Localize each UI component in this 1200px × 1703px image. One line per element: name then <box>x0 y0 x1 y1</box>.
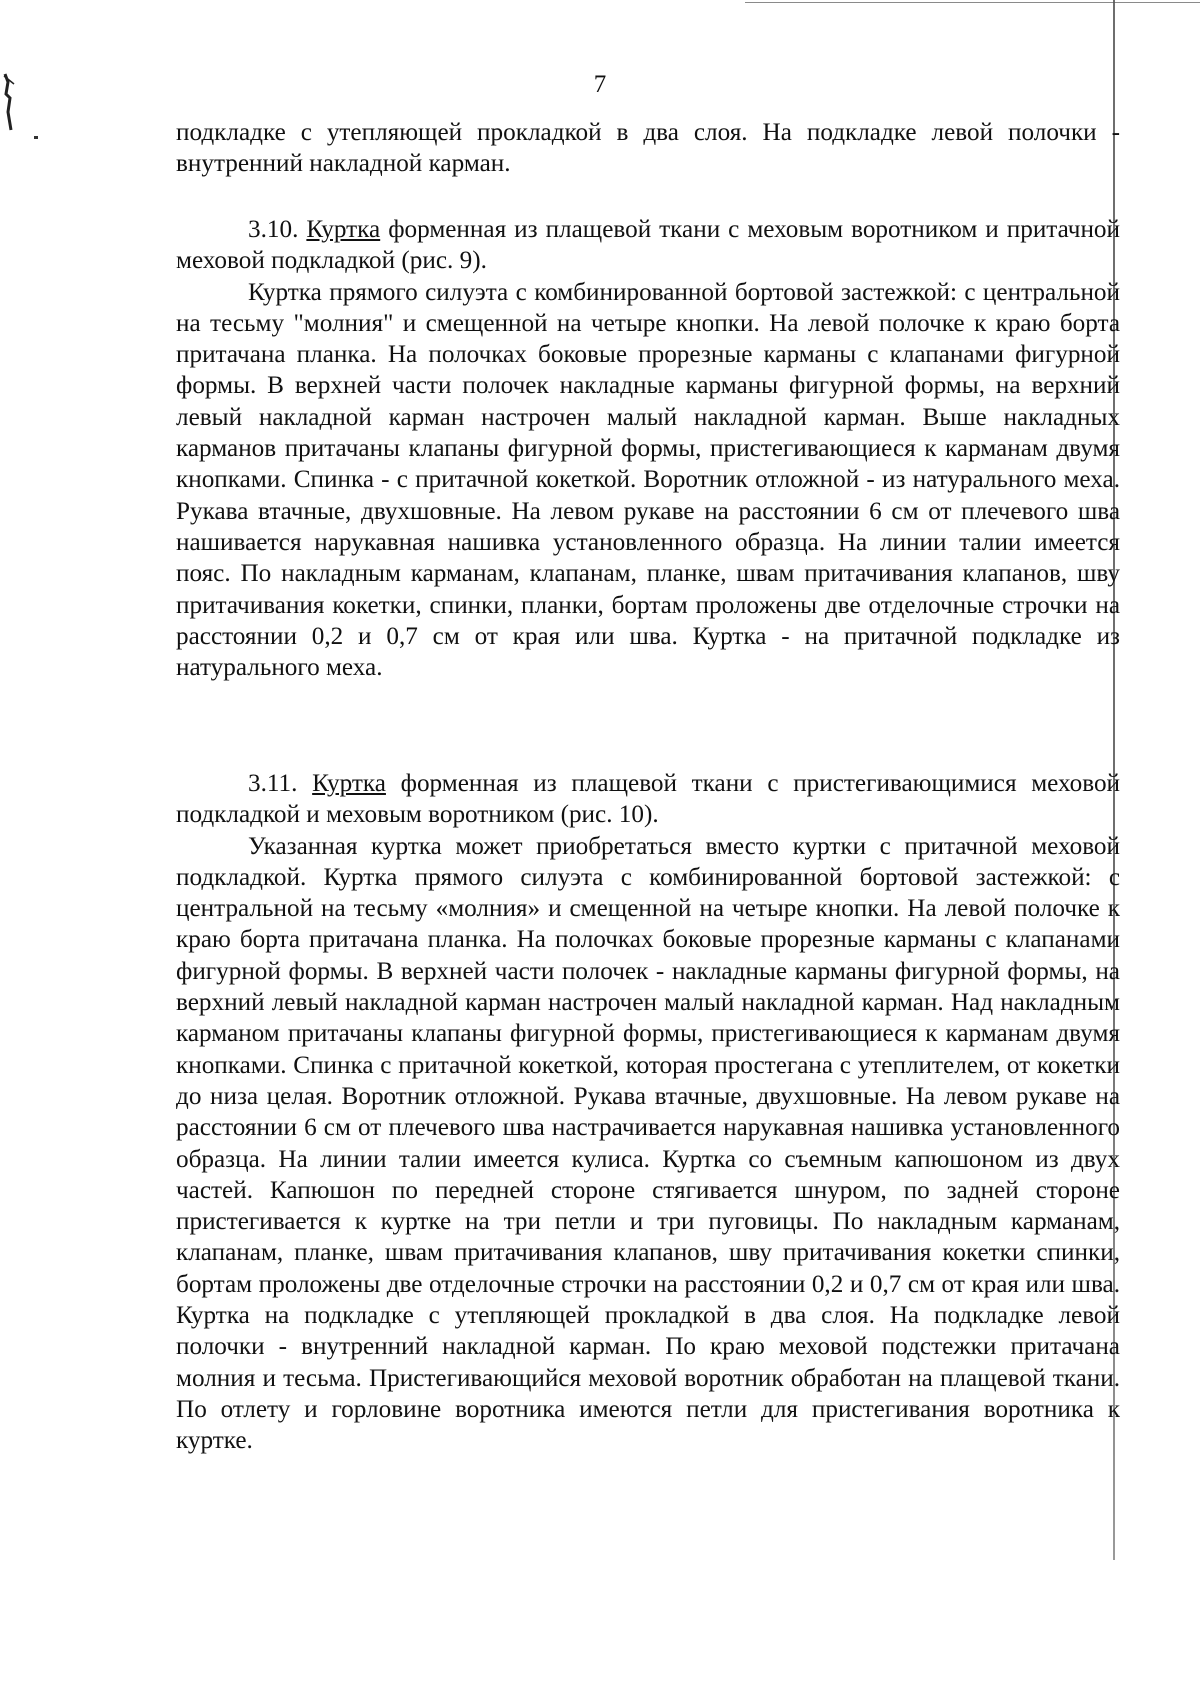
section-3-10-heading <box>176 214 1120 277</box>
section-3-10-heading-rest: форменная из плащевой ткани с меховым воротником и притачной меховой подкладкой (рис. 9). <box>176 216 1120 275</box>
section-3-10-body: Куртка прямого силуэта с комбинированной бортовой застежкой: с центральной на тесьму "молния" и смещенной на четыре кнопки. На левой полочке к краю борта притачана планка. На полочках боковые прорезные карманы с клапанами фигурной формы. В верхней части полочек накладные карманы фигурной формы, на верхний левый накладной карман настрочен малый накладной карман. Выше накладных карманов притачаны клапаны фигурной формы, пристегивающиеся к карманам двумя кнопками. Спинка - с притачной кокеткой. Воротник отложной - из натурального меха. Рукава втачные, двухшовные. На левом рукаве на расстоянии 6 см от плечевого шва нашивается нарукавная нашивка установленного образца. На линии талии имеется пояс. По накладным карманам, клапанам, планке, швам притачивания клапанов, шву притачивания кокетки, спинки, планки, бортам проложены две отделочные строчки на расстоянии 0,2 и 0,7 см от края или шва. Куртка - на притачной подкладке из натурального меха. <box>176 278 1120 682</box>
continuation-paragraph: подкладке с утепляющей прокладкой в два слоя. На подкладке левой полочки - внутренний накладной карман. <box>176 119 1120 178</box>
scan-left-dot <box>34 136 38 139</box>
section-3-11-body: Указанная куртка может приобретаться вместо куртки с притачной меховой подкладкой. Куртка прямого силуэта с комбинированной бортовой застежкой: с центральной на тесьму «молния» и смещенной на четыре кнопки. На левой полочке к краю борта притачана планка. На полочках боковые прорезные карманы с клапанами фигурной формы. В верхней части полочек - накладные карманы фигурной формы, на верхний левый накладной карман настрочен малый накладной карман. Над накладным карманом притачаны клапаны фигурной формы, пристегивающиеся к карманам двумя кнопками. Спинка с притачной кокеткой, которая простегана с утеплителем, от кокетки до низа целая. Воротник отложной. Рукава втачные, двухшовные. На левом рукаве на расстоянии 6 см от плечевого шва настрачивается нарукавная нашивка установленного образца. На линии талии имеется кулиса. Куртка со съемным капюшоном из двух частей. Капюшон по передней стороне стягивается шнуром, по задней стороне пристегивается к куртке на три петли и три пуговицы. По накладным карманам, клапанам, планке, швам притачивания клапанов, шву притачивания кокетки спинки, бортам проложены две отделочные строчки на расстоянии 0,2 и 0,7 см от края или шва. Куртка на подкладке с утепляющей прокладкой в два слоя. На подкладке левой полочки - внутренний накладной карман. По краю меховой подстежки притачана молния и тесьма. Пристегивающийся меховой воротник обработан на плащевой ткани. По отлету и горловине воротника имеются петли для пристегивания воротника к куртке. <box>176 832 1120 1455</box>
scan-top-edge <box>745 2 1200 3</box>
section-3-11 <box>176 768 1120 1457</box>
continuation-paragraph-block <box>176 117 1120 180</box>
page-number: 7 <box>593 71 607 98</box>
section-3-10 <box>176 214 1120 683</box>
section-3-11-number: 3.11. <box>248 770 298 797</box>
section-3-11-keyword: Куртка <box>312 770 386 797</box>
section-3-11-heading <box>176 768 1120 831</box>
section-3-10-number: 3.10. <box>248 216 299 243</box>
section-3-11-heading-rest: форменная из плащевой ткани с пристегивающимися меховой подкладкой и меховым воротником (рис. 10). <box>176 770 1121 829</box>
section-3-10-keyword: Куртка <box>306 216 381 243</box>
